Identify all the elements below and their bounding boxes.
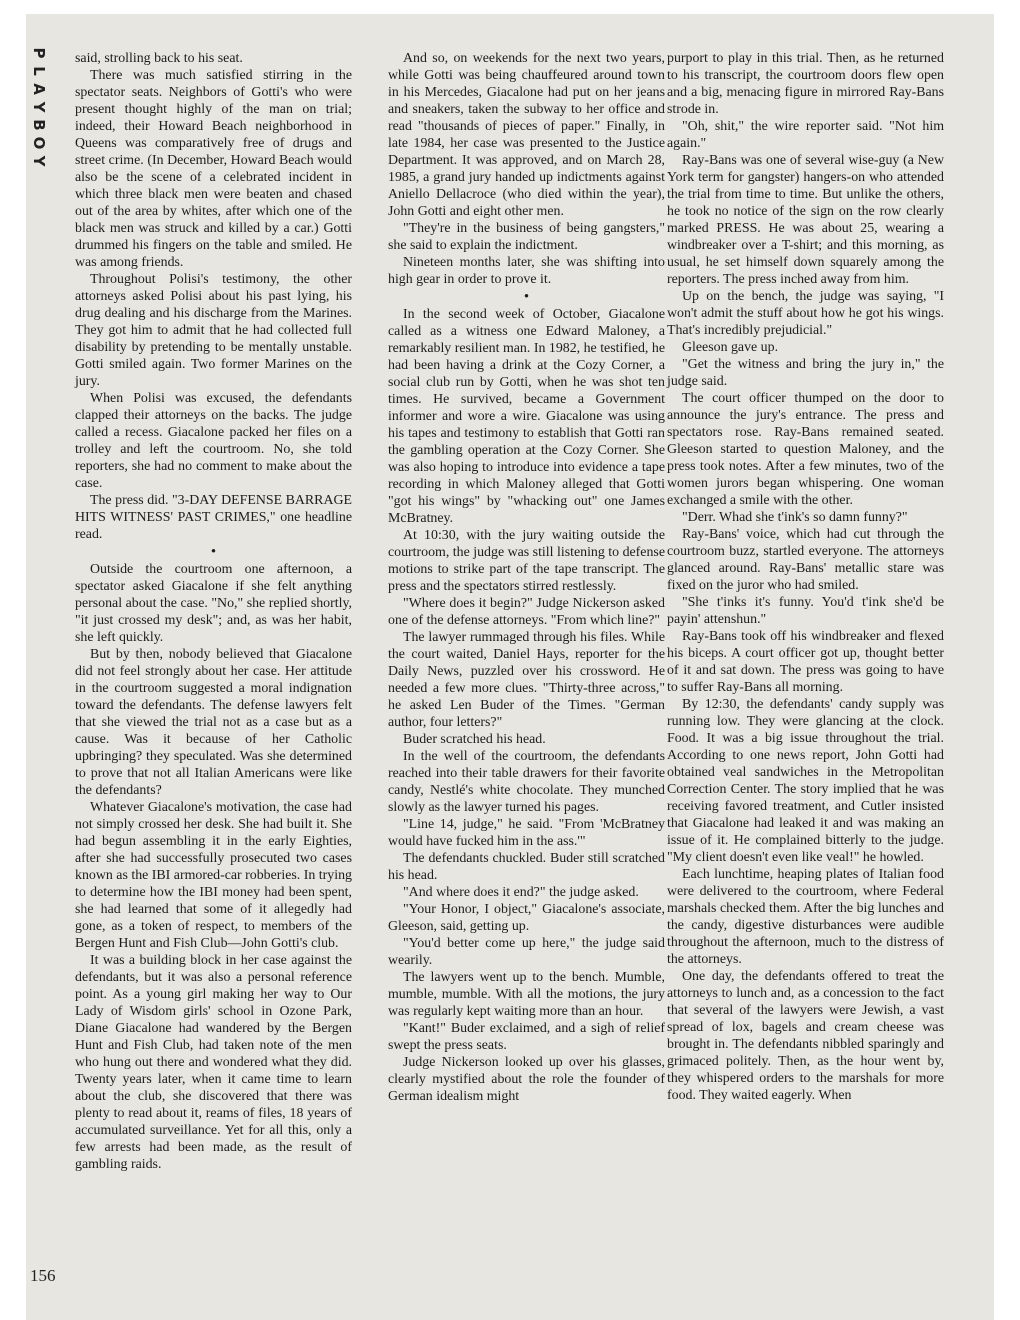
article-paragraph: The press did. "3-DAY DEFENSE BARRAGE HITS WITNESS' PAST CRIMES," one headline read. [75,493,352,542]
article-paragraph: "Where does it begin?" Judge Nickerson asked one of the defense attorneys. "From which line?" [388,596,665,628]
article-paragraph: The lawyer rummaged through his files. While the court waited, Daniel Hays, reporter for the Daily News, puzzled over his crossword. He needed a few more clues. "Thirty-three across," he asked Len Buder of the Times. "German author, four letters?" [388,630,665,730]
article-paragraph: Throughout Polisi's testimony, the other attorneys asked Polisi about his past lying, his drug dealing and his discharge from the Marines. They got him to admit that he had collected full disability by pretending to be mentally unstable. Gotti smiled again. Two former Marines on the jury. [75,272,352,389]
article-paragraph: Gleeson gave up. [682,340,779,355]
brand-letter: B [30,119,48,131]
text-column-2 [388,50,665,1105]
article-paragraph: But by then, nobody believed that Giacalone did not feel strongly about her case. Her attitude in the courtroom suggested a moral indignation toward the defendants. The defense lawyers felt that she viewed the trial not as a case but as a cause. Was it because of her Catholic upbringing? they speculated. Was she determined to prove that not all Italian Americans were like the defendants? [75,647,352,798]
article-paragraph: Outside the courtroom one afternoon, a spectator asked Giacalone if she felt anything personal about the case. "No," she replied shortly, "it just crossed my desk"; and, as was her habit, she left quickly. [75,562,352,645]
article-paragraph: "Get the witness and bring the jury in," the judge said. [667,357,944,389]
article-paragraph: "She t'inks it's funny. You'd t'ink she'd be payin' attenshun." [667,595,944,627]
article-paragraph: In the second week of October, Giacalone called as a witness one Edward Maloney, a remarkably resilient man. In 1982, he testified, he had been having a drink at the Cozy Corner, a social club run by Gotti, when he was shot ten times. He survived, became a Government informer and wore a wire. Giacalone was using his tapes and testimony to establish that Gotti ran the gambling operation at the Cozy Corner. She was also hoping to introduce into evidence a tape recording in which Maloney alleged that Gotti "got his wings" by "whacking out" one James McBratney. [388,307,665,526]
article-paragraph: "Oh, shit," the wire reporter said. "Not him again." [667,119,944,151]
section-break: • [523,289,530,305]
article-paragraph: In the well of the courtroom, the defendants reached into their table drawers for their favorite candy, Nestlé's white chocolate. They munched slowly as the lawyer turned his pages. [388,749,665,815]
brand-letter: A [30,83,48,95]
article-paragraph: "And where does it end?" the judge asked. [403,885,639,900]
article-paragraph: The court officer thumped on the door to announce the jury's entrance. The press and spectators rose. Ray-Bans remained seated. Gleeson started to question Maloney, and the press took notes. After a few minutes, two of the women jurors began whispering. One woman exchanged a smile with the other. [667,391,944,508]
article-paragraph: purport to play in this trial. Then, as he returned to his transcript, the courtroom doors flew open and a big, menacing figure in mirrored Ray-Bans strode in. [667,51,944,117]
magazine-page [26,14,994,1320]
article-paragraph: The lawyers went up to the bench. Mumble, mumble, mumble. With all the motions, the jury was regularly kept waiting more than an hour. [388,970,665,1019]
text-column-1 [75,50,352,1173]
article-paragraph: One day, the defendants offered to treat the attorneys to lunch and, as a concession to the fact that several of the lawyers were Jewish, a vast spread of lox, bagels and cream cheese was brought in. The defendants nibbled sparingly and grimaced politely. Then, as the hour went by, they whispered orders to the marshals for more food. They waited eagerly. When [667,969,944,1103]
brand-letter: P [30,47,48,59]
brand-letter: O [30,136,48,150]
article-paragraph: Up on the bench, the judge was saying, "I won't admit the stuff about how he got his wings. That's incredibly prejudicial." [667,289,944,338]
brand-letter: L [30,66,48,76]
article-paragraph: Whatever Giacalone's motivation, the case had not simply crossed her desk. She had built it. She had begun assembling it in the early Eighties, after she had successfully prosecuted two cases known as the IBI armored-car robberies. In trying to determine how the IBI money had been spent, she had learned that some of it allegedly had gone, as a token of respect, to members of the Bergen Hunt and Fish Club—John Gotti's club. [75,800,352,951]
article-paragraph: "You'd better come up here," the judge said wearily. [388,936,665,968]
text-column-3 [667,50,944,1104]
article-paragraph: Judge Nickerson looked up over his glasses, clearly mystified about the role the founder of German idealism might [388,1055,665,1104]
article-paragraph: "Your Honor, I object," Giacalone's associate, Gleeson, said, getting up. [388,902,665,934]
article-paragraph: Each lunchtime, heaping plates of Italian food were delivered to the courtroom, where Federal marshals checked them. After the big lunches and the candy, digestive disturbances were audible throughout the afternoon, much to the distress of the attorneys. [667,867,944,967]
article-paragraph: There was much satisfied stirring in the spectator seats. Neighbors of Gotti's who were present thought highly of the man on trial; indeed, their Howard Beach neighborhood in Queens was comparatively free of drugs and street crime. (In December, Howard Beach would also be the scene of a celebrated incident in which three black men were beaten and chased out of the area by whites, after which one of the black men was struck and killed by a car.) Gotti drummed his fingers on the table and smiled. He was among friends. [75,68,352,270]
article-paragraph: Nineteen months later, she was shifting into high gear in order to prove it. [388,255,665,287]
article-paragraph: Ray-Bans was one of several wise-guy (a New York term for gangster) hangers-on who attended the trial from time to time. But unlike the others, he took no notice of the sign on the row clearly marked PRESS. He was about 25, wearing a windbreaker over a T-shirt; and this morning, as usual, he set himself down squarely among the reporters. The press inched away from him. [667,153,944,287]
article-paragraph: By 12:30, the defendants' candy supply was running low. They were glancing at the clock. Food. It was a big issue throughout the trial. According to one news report, John Gotti had obtained veal sandwiches in the Metropolitan Correction Center. The story implied that he was receiving favored treatment, and Cutler insisted that Giacalone had leaked it and was making an issue of it. He complained bitterly to the judge. "My client doesn't even like veal!" he howled. [667,697,944,865]
section-break: • [210,544,217,560]
brand-letter: Y [30,155,48,167]
magazine-brand-vertical [28,44,50,170]
article-paragraph: "Derr. Whad she t'ink's so damn funny?" [682,510,908,525]
article-paragraph: It was a building block in her case against the defendants, but it was also a personal reference point. As a young girl making her way to Our Lady of Wisdom girls' school in Ozone Park, Diane Giacalone had wandered by the Bergen Hunt and Fish Club, had taken note of the men who hung out there and wondered what they did. Twenty years later, when it came time to learn about the club, she discovered that there was plenty to read about it, reams of files, 18 years of accumulated surveillance. Yet for all this, only a few arrests had been made, as the result of gambling raids. [75,953,352,1172]
page-number: 156 [30,1266,56,1285]
article-paragraph: "Line 14, judge," he said. "From 'McBratney would have fucked him in the ass.'" [388,817,665,849]
article-paragraph: At 10:30, with the jury waiting outside the courtroom, the judge was still listening to defense motions to strike part of the tape transcript. The press and the spectators stirred restlessly. [388,528,665,594]
article-paragraph: Ray-Bans' voice, which had cut through the courtroom buzz, startled everyone. The attorneys glanced around. Ray-Bans' metallic stare was fixed on the juror who had smiled. [667,527,944,593]
article-paragraph: Buder scratched his head. [403,732,546,747]
article-paragraph: And so, on weekends for the next two years, while Gotti was being chauffeured around town in his Mercedes, Giacalone had put on her jeans and sneakers, taken the subway to her office and read "thousands of pieces of paper." Finally, in late 1984, her case was presented to the Justice Department. It was approved, and on March 28, 1985, a grand jury handed up indictments against Aniello Dellacroce (who died within the year), John Gotti and eight other men. [388,51,665,219]
brand-letter: Y [30,101,48,113]
article-paragraph: said, strolling back to his seat. [75,51,243,66]
article-paragraph: Ray-Bans took off his windbreaker and flexed his biceps. A court officer got up, thought better of it and sat down. The press was going to have to suffer Ray-Bans all morning. [667,629,944,695]
article-paragraph: When Polisi was excused, the defendants clapped their attorneys on the backs. The judge called a recess. Giacalone packed her files on a trolley and left the courtroom. No, she told reporters, she had no comment to make about the case. [75,391,352,491]
article-paragraph: "They're in the business of being gangsters," she said to explain the indictment. [388,221,665,253]
article-paragraph: The defendants chuckled. Buder still scratched his head. [388,851,665,883]
article-paragraph: "Kant!" Buder exclaimed, and a sigh of relief swept the press seats. [388,1021,665,1053]
